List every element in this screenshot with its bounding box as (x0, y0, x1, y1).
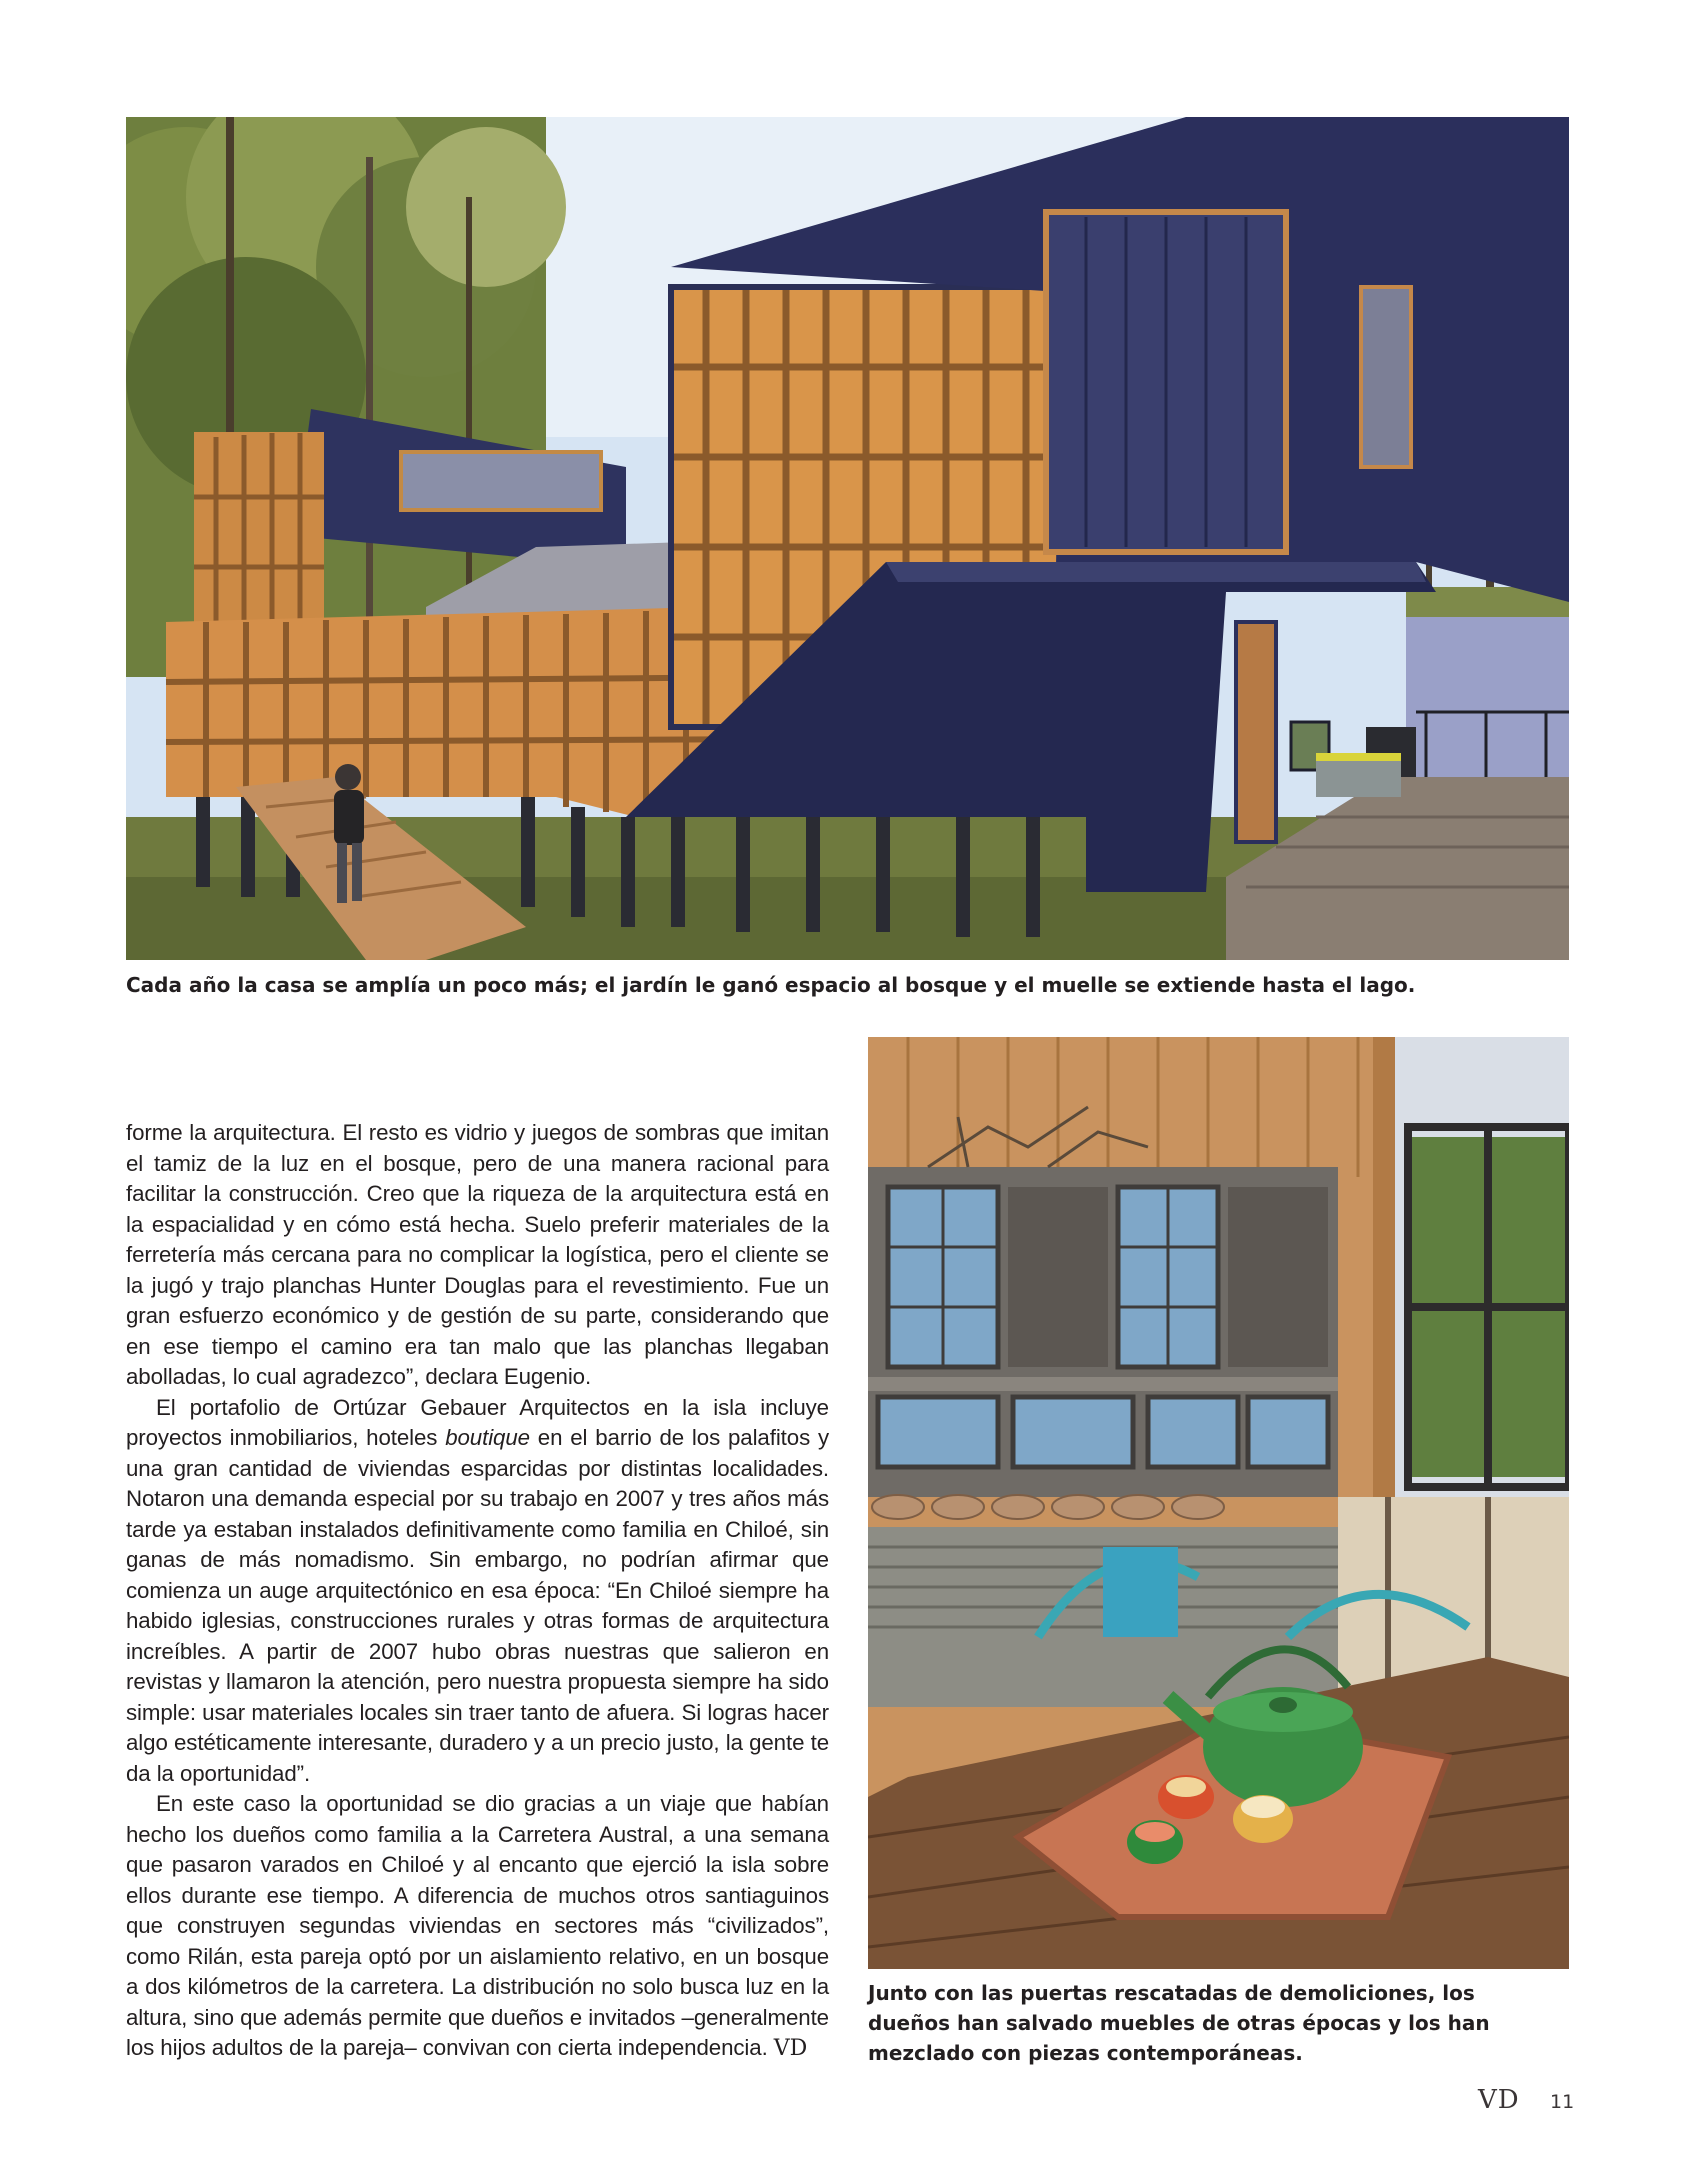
interior-photo (868, 1037, 1569, 1969)
end-mark: VD (773, 2036, 808, 2061)
paragraph-text: En este caso la oportunidad se dio gracias a un viaje que habían hecho los dueños como familia a la Carretera Austral, a una semana que pasaron varados en Chiloé y al encanto que ejerció la isla sobre ellos durante ese tiempo. A diferencia de muchos otros santiaguinos que construyen segundas viviendas en sectores más “civilizados”, como Rilán, esta pareja optó por un aislamiento relativo, en un bosque a dos kilómetros de la carretera. La distribución no solo busca luz en la altura, sino que además permite que dueños e invitados –generalmente los hijos adultos de la pareja– convivan con cierta independencia. (126, 1791, 829, 2060)
paragraph-text: en el barrio de los palafitos y una gran cantidad de viviendas esparcidas por distintas localidades. Notaron una demanda especial por su trabajo en 2007 y tres años más tarde ya estaban instalados definitivamente como familia en Chiloé, sin ganas de más nomadismo. Sin embargo, no podrían afirmar que comienza un auge arquitectónico en esa época: “En Chiloé siempre ha habido iglesias, construcciones rurales y otras formas de arquitectura increíbles. A partir de 2007 hubo obras nuestras que salieron en revistas y llamaron la atención, pero nuestra propuesta siempre ha sido simple: usar materiales locales sin traer tanto de afuera. Si logras hacer algo estéticamente interesante, duradero y a un precio justo, la gente te da la oportunidad”. (126, 1425, 829, 1786)
paragraph (126, 1393, 829, 1790)
paragraph (126, 1789, 829, 2065)
interior-photo-caption: Junto con las puertas rescatadas de demoliciones, los dueños han salvado muebles de otras épocas y los han mezclado con piezas contemporáneas. (868, 1981, 1490, 2065)
italic-term: boutique (445, 1425, 530, 1450)
interior-illustration (868, 1037, 1569, 1969)
article-body (126, 1118, 829, 2065)
paragraph: forme la arquitectura. El resto es vidrio y juegos de sombras que imitan el tamiz de la luz en el bosque, pero de una manera racional para facilitar la construcción. Creo que la riqueza de la arquitectura está en la espacialidad y en cómo está hecha. Suelo preferir materiales de la ferretería más cercana para no complicar la logística, pero el cliente se la jugó y trajo planchas Hunter Douglas para el revestimiento. Fue un gran esfuerzo económico y de gestión de su parte, considerando que en ese tiempo el camino era tan malo que las planchas llegaban abolladas, lo cual agradezco”, declara Eugenio. (126, 1120, 829, 1389)
paragraph-text: El portafolio de Ortúzar Gebauer Arquitectos en la isla incluye proyectos inmobiliarios, hoteles (126, 1394, 829, 1450)
page-number: 11 (1550, 2091, 1575, 2113)
exterior-photo (126, 117, 1569, 960)
house-exterior-illustration (126, 117, 1569, 960)
exterior-photo-caption: Cada año la casa se amplía un poco más; el jardín le ganó espacio al bosque y el muelle se extiende hasta el lago. (126, 973, 1416, 997)
magazine-logo: VD (1478, 2085, 1520, 2115)
